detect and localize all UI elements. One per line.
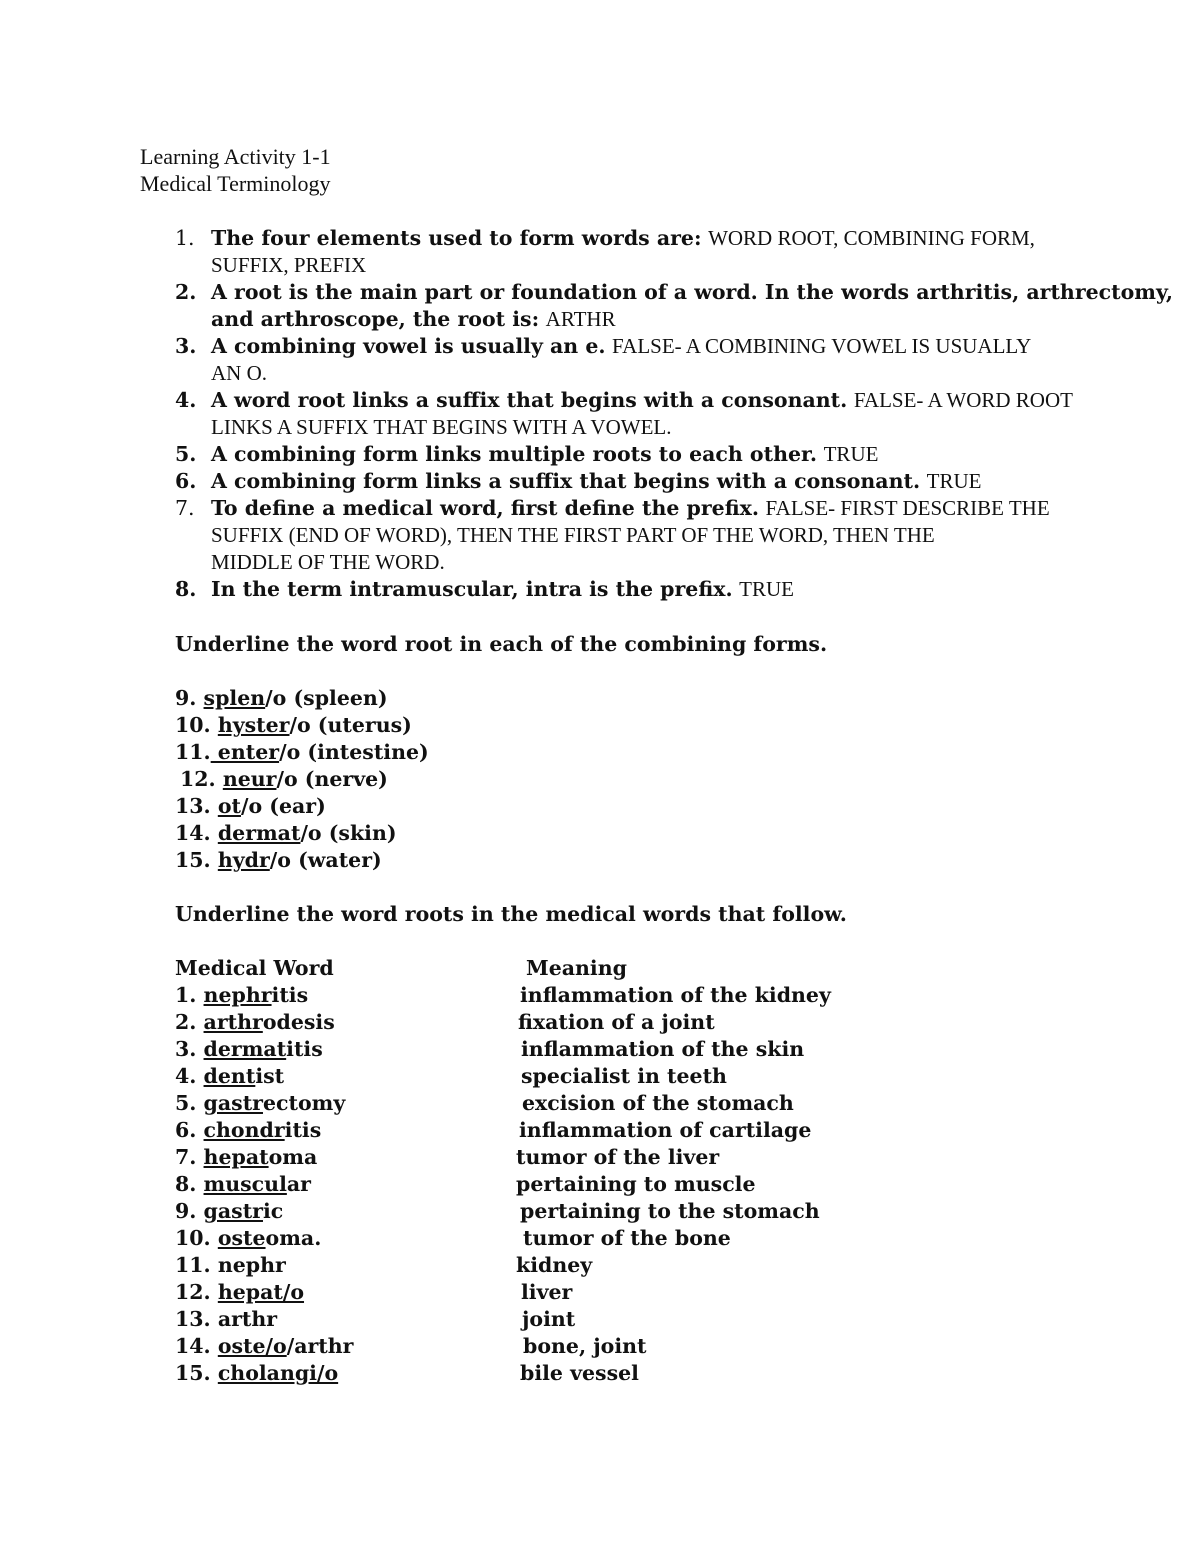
document-subtitle: Medical Terminology	[140, 171, 331, 196]
table-row-meaning: bone, joint	[523, 1334, 647, 1358]
table-row-word: 7. hepatoma	[175, 1145, 318, 1169]
table-row-meaning: inflammation of the skin	[521, 1037, 805, 1061]
question-answer: WORD ROOT, COMBINING FORM,	[708, 226, 1035, 250]
question-prompt: A combining vowel is usually an e.	[211, 334, 606, 358]
question-1: 1. The four elements used to form words are: WORD ROOT, COMBINING FORM,	[175, 226, 1035, 250]
table-row-word: 10. osteoma.	[175, 1226, 322, 1250]
table-row-word: 13. arthr	[175, 1307, 278, 1331]
table-row-meaning: tumor of the liver	[516, 1145, 720, 1169]
question-answer: TRUE	[823, 442, 879, 466]
table-row-word: 8. muscular	[175, 1172, 311, 1196]
word-root: oste	[217, 1226, 266, 1250]
question-answer: LINKS A SUFFIX THAT BEGINS WITH A VOWEL.	[211, 415, 672, 439]
section-instruction: Underline the word root in each of the combining forms.	[175, 632, 828, 656]
table-row-word: 4. dentist	[175, 1064, 285, 1088]
table-row-meaning: pertaining to muscle	[516, 1172, 756, 1196]
question-7: 7. To define a medical word, first define the prefix. FALSE- FIRST DESCRIBE THE	[175, 496, 1050, 520]
word-root: ot	[217, 794, 241, 818]
question-prompt: A word root links a suffix that begins with a consonant.	[211, 388, 848, 412]
word-root: gastr	[203, 1199, 263, 1223]
table-row-meaning: tumor of the bone	[523, 1226, 731, 1250]
question-3-cont	[211, 360, 267, 387]
question-answer: FALSE- FIRST DESCRIBE THE	[765, 496, 1050, 520]
table-row-meaning: specialist in teeth	[521, 1064, 727, 1088]
column-header-word: Medical Word	[175, 956, 334, 980]
question-prompt: and arthroscope, the root is:	[211, 307, 540, 331]
word-root: splen	[203, 686, 266, 710]
table-row-word: 2. arthrodesis	[175, 1010, 335, 1034]
table-row-meaning: inflammation of cartilage	[519, 1118, 812, 1142]
question-prompt: To define a medical word, first define the prefix.	[211, 496, 759, 520]
word-root: chondr	[203, 1118, 285, 1142]
question-answer: FALSE- A COMBINING VOWEL IS USUALLY	[612, 334, 1032, 358]
word-root: hydr	[217, 848, 270, 872]
word-root: oste/o	[217, 1334, 287, 1358]
question-prompt: A root is the main part or foundation of a word. In the words arthritis, arthrectomy,	[211, 280, 1174, 304]
word-root: hepat	[203, 1145, 269, 1169]
table-row-word: 6. chondritis	[175, 1118, 322, 1142]
question-prompt: The four elements used to form words are:	[211, 226, 702, 250]
table-row-meaning: inflammation of the kidney	[520, 983, 831, 1007]
column-header-meaning: Meaning	[526, 956, 627, 980]
word-root: enter	[210, 740, 280, 764]
list-item: 11. enter/o (intestine)	[175, 740, 429, 764]
question-3: 3. A combining vowel is usually an e. FALSE- A COMBINING VOWEL IS USUALLY	[175, 334, 1032, 358]
word-root: gastr	[203, 1091, 263, 1115]
question-4: 4. A word root links a suffix that begins with a consonant. FALSE- A WORD ROOT	[175, 388, 1073, 412]
table-row-meaning: liver	[521, 1280, 573, 1304]
table-row-meaning: kidney	[516, 1253, 593, 1277]
table-row-meaning: bile vessel	[520, 1361, 639, 1385]
word-root: hyster	[217, 713, 290, 737]
table-row-meaning: pertaining to the stomach	[520, 1199, 820, 1223]
list-item: 14. dermat/o (skin)	[175, 821, 397, 845]
word-root: dermat	[217, 821, 301, 845]
question-7-cont2	[211, 549, 445, 576]
question-answer: MIDDLE OF THE WORD.	[211, 550, 445, 574]
table-row-word: 9. gastric	[175, 1199, 284, 1223]
word-root: neur	[222, 767, 277, 791]
list-item: 12. neur/o (nerve)	[180, 767, 388, 791]
question-prompt: In the term intramuscular, intra is the prefix.	[211, 577, 733, 601]
word-root: muscul	[203, 1172, 287, 1196]
question-prompt: A combining form links a suffix that begins with a consonant.	[211, 469, 921, 493]
table-row-word: 5. gastrectomy	[175, 1091, 346, 1115]
question-answer: TRUE	[739, 577, 794, 601]
question-answer: AN O.	[211, 361, 267, 385]
question-answer: SUFFIX, PREFIX	[211, 253, 367, 277]
question-8: 8. In the term intramuscular, intra is the prefix. TRUE	[175, 577, 794, 601]
table-row-word: 14. oste/o/arthr	[175, 1334, 354, 1358]
word-root: nephr	[203, 983, 272, 1007]
question-1-cont	[211, 252, 366, 279]
word-root: dermat	[203, 1037, 287, 1061]
question-7-cont	[211, 522, 935, 549]
question-answer: ARTHR	[545, 307, 616, 331]
question-5: 5. A combining form links multiple roots to each other. TRUE	[175, 442, 879, 466]
table-row-word: 15. cholangi/o	[175, 1361, 339, 1385]
word-root: cholangi/o	[217, 1361, 339, 1385]
list-item: 10. hyster/o (uterus)	[175, 713, 412, 737]
question-answer: SUFFIX (END OF WORD), THEN THE FIRST PART OF THE WORD, THEN THE	[211, 523, 935, 547]
question-2: 2. A root is the main part or foundation of a word. In the words arthritis, arthrectomy,	[175, 280, 1174, 304]
question-answer: FALSE- A WORD ROOT	[853, 388, 1073, 412]
word-root: dent	[203, 1064, 256, 1088]
document-title: Learning Activity 1-1	[140, 144, 331, 169]
list-item: 9. splen/o (spleen)	[175, 686, 388, 710]
list-item: 13. ot/o (ear)	[175, 794, 326, 818]
table-row-meaning: fixation of a joint	[518, 1010, 715, 1034]
word-root: arthr	[203, 1010, 263, 1034]
list-item: 15. hydr/o (water)	[175, 848, 382, 872]
word-root: hepat/o	[217, 1280, 305, 1304]
question-prompt: A combining form links multiple roots to each other.	[211, 442, 818, 466]
table-row-meaning: excision of the stomach	[522, 1091, 794, 1115]
question-answer: TRUE	[926, 469, 982, 493]
question-4-cont	[211, 414, 671, 441]
table-row-word: 1. nephritis	[175, 983, 309, 1007]
table-row-word: 3. dermatitis	[175, 1037, 323, 1061]
table-row-word: 11. nephr	[175, 1253, 286, 1277]
question-6: 6. A combining form links a suffix that begins with a consonant. TRUE	[175, 469, 982, 493]
table-row-word: 12. hepat/o	[175, 1280, 305, 1304]
table-row-meaning: joint	[522, 1307, 576, 1331]
question-2-cont	[211, 306, 616, 333]
section-instruction: Underline the word roots in the medical words that follow.	[175, 902, 847, 926]
